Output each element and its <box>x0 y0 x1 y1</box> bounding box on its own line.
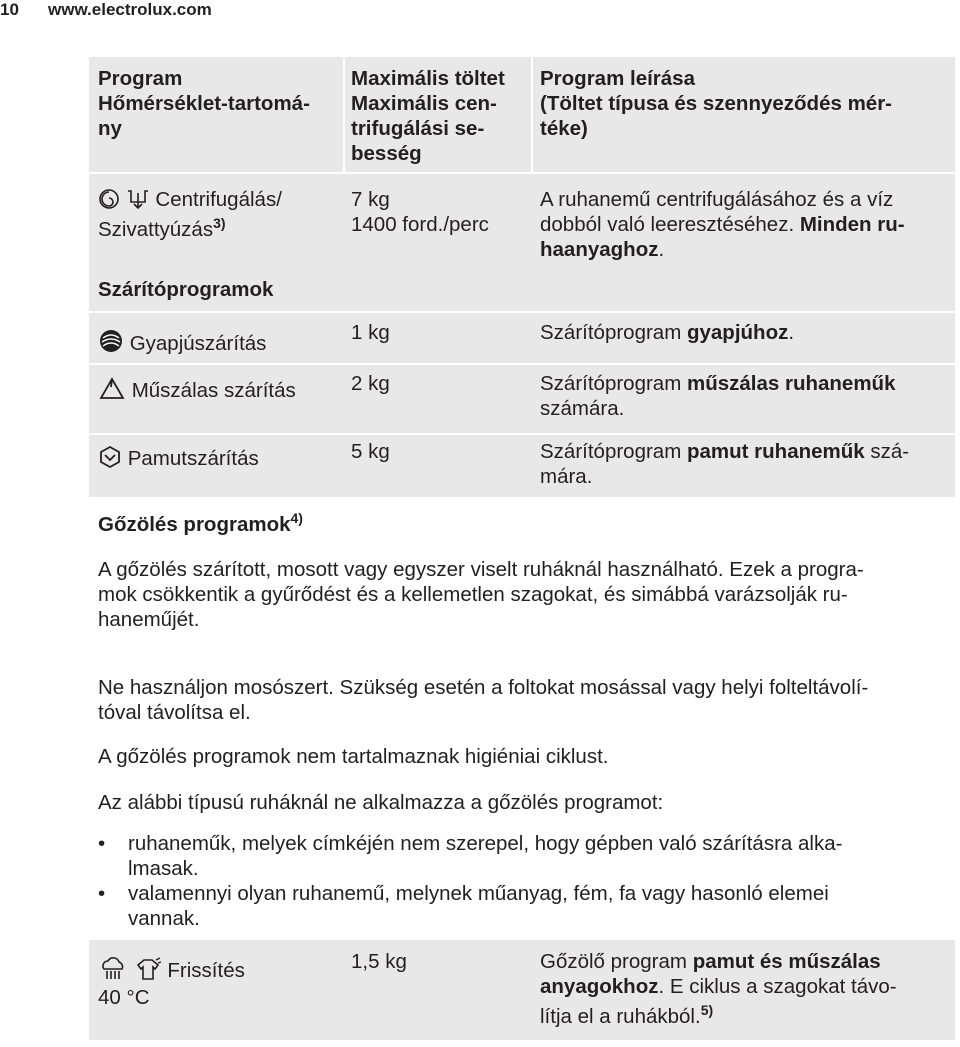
synthetic-desc: Szárítóprogram <box>540 372 682 395</box>
paragraph-line: mok csökkentik a gyűrődést és a kellemetlen szagokat, és simábbá varázsolják ru- <box>98 583 848 606</box>
spin-desc-line: A ruhanemű centrifugálásához és a víz <box>540 188 894 211</box>
drain-icon <box>126 188 150 210</box>
cotton-label: Pamutszárítás <box>127 447 259 470</box>
footnote-ref: 3) <box>213 215 226 231</box>
wool-desc: Szárítóprogram <box>540 321 682 344</box>
cotton-desc: Szárítóprogram <box>540 440 682 463</box>
header-program-line: ny <box>98 117 122 140</box>
row-divider <box>89 311 955 313</box>
spin-icon <box>98 188 120 210</box>
list-line: ruhaneműk, melyek címkéjén nem szerepel, hogy gépben való szárításra alka- <box>128 832 843 855</box>
header-desc-line: Program leírása <box>540 67 695 90</box>
punctuation: . <box>788 321 795 344</box>
paragraph-line: tóval távolítsa el. <box>98 701 251 724</box>
cotton-description <box>540 439 950 489</box>
wool-desc-bold: gyapjúhoz <box>686 321 789 344</box>
header-program-line: Hőmérséklet-tartomá- <box>98 92 310 115</box>
refresh-table <box>89 940 955 1040</box>
header-description <box>540 66 950 141</box>
steam-icon <box>98 957 128 981</box>
row-divider <box>89 433 955 435</box>
paragraph-line: Ne használjon mosószert. Szükség esetén a foltokat mosással vagy helyi folteltávolí- <box>98 676 869 699</box>
footnote-ref: 5) <box>700 1002 714 1018</box>
page-number: 10 <box>0 0 19 19</box>
synthetic-desc-line: számára. <box>540 397 625 420</box>
refresh-program-name <box>98 957 338 1010</box>
steam-paragraph-2 <box>98 675 948 725</box>
steam-paragraph-3: A gőzölés programok nem tartalmaznak higiéniai ciklust. <box>98 745 609 768</box>
steam-section-label: Gőzölés programok <box>98 513 291 536</box>
drying-section-title: Szárítóprogramok <box>98 278 274 301</box>
cotton-desc-bold: pamut ruhaneműk <box>686 440 865 463</box>
synthetic-desc-bold: műszálas ruhaneműk <box>686 372 896 395</box>
header-load-line: besség <box>351 142 422 165</box>
spin-desc-line: dobból való leeresztéséhez. <box>540 213 795 236</box>
spin-desc-bold: Minden ru- <box>799 213 905 236</box>
header-load-line: Maximális töltet <box>351 67 505 90</box>
refresh-temperature: 40 °C <box>98 986 150 1009</box>
col-divider <box>343 57 345 172</box>
refresh-desc: Gőzölő program <box>540 950 687 973</box>
wool-icon <box>98 328 124 354</box>
wool-load: 1 kg <box>351 321 390 344</box>
synthetic-program-name <box>98 377 338 403</box>
header-program <box>98 66 338 141</box>
list-item-text <box>128 831 928 881</box>
header-max-load <box>351 66 531 166</box>
synthetic-description <box>540 371 950 421</box>
spin-desc-bold: haanyaghoz <box>540 238 659 261</box>
refresh-description <box>540 949 950 1029</box>
cotton-desc-line: mára. <box>540 465 593 488</box>
punctuation: . <box>658 238 665 261</box>
refresh-desc-bold: pamut és műszálas <box>692 950 881 973</box>
wool-description <box>540 320 950 345</box>
list-line: lmasak. <box>128 857 199 880</box>
list-item <box>98 881 948 931</box>
refresh-desc-bold: anyagokhoz <box>540 975 659 998</box>
cotton-desc: szá- <box>870 440 910 463</box>
header-desc-line: téke) <box>540 117 588 140</box>
list-line: valamennyi olyan ruhanemű, melynek műanyag, fém, fa vagy hasonló elemei <box>128 882 829 905</box>
list-line: vannak. <box>128 907 200 930</box>
refresh-label: Frissítés <box>167 959 245 982</box>
row-divider <box>89 363 955 365</box>
spin-description <box>540 187 950 262</box>
footnote-ref: 4) <box>290 510 303 526</box>
steam-paragraph-4: Az alábbi típusú ruháknál ne alkalmazza a gőzölés programot: <box>98 791 664 814</box>
bullet-marker: • <box>98 882 106 905</box>
list-item-text <box>128 881 928 931</box>
col-divider <box>531 57 533 172</box>
refresh-load: 1,5 kg <box>351 950 407 973</box>
website-url: www.electrolux.com <box>48 0 212 19</box>
cotton-program-name <box>98 445 338 471</box>
spin-load-value: 7 kg <box>351 188 390 211</box>
refresh-desc-line: lítja el a ruhákból. <box>540 1005 701 1028</box>
spin-speed-value: 1400 ford./perc <box>351 213 489 236</box>
wool-label: Gyapjúszárítás <box>129 332 267 355</box>
bullet-marker: • <box>98 832 106 855</box>
steam-section-title <box>98 512 303 537</box>
cotton-drying-icon <box>98 445 122 469</box>
steam-paragraph-1 <box>98 557 948 632</box>
refresh-shirt-icon <box>134 957 162 981</box>
synthetic-drying-icon <box>98 377 126 401</box>
header-program-line: Program <box>98 67 183 90</box>
row-divider <box>89 172 955 174</box>
header-desc-line: (Töltet típusa és szennyeződés mér- <box>540 92 893 115</box>
paragraph-line: A gőzölés szárított, mosott vagy egyszer viselt ruháknál használható. Ezek a progra- <box>98 558 864 581</box>
program-table <box>89 57 955 497</box>
cotton-load: 5 kg <box>351 440 390 463</box>
list-item <box>98 831 948 881</box>
header-load-line: Maximális cen- <box>351 92 497 115</box>
header-load-line: trifugálási se- <box>351 117 485 140</box>
refresh-desc: . E ciklus a szagokat távo- <box>658 975 897 998</box>
spin-load <box>351 187 531 237</box>
synthetic-load: 2 kg <box>351 372 390 395</box>
spin-program-name <box>98 187 338 242</box>
synthetic-label: Műszálas szárítás <box>131 379 296 402</box>
wool-program-name <box>98 328 338 356</box>
paragraph-line: haneműjét. <box>98 608 200 631</box>
drain-label: Szivattyúzás <box>98 218 214 241</box>
spin-label: Centrifugálás/ <box>155 188 282 211</box>
